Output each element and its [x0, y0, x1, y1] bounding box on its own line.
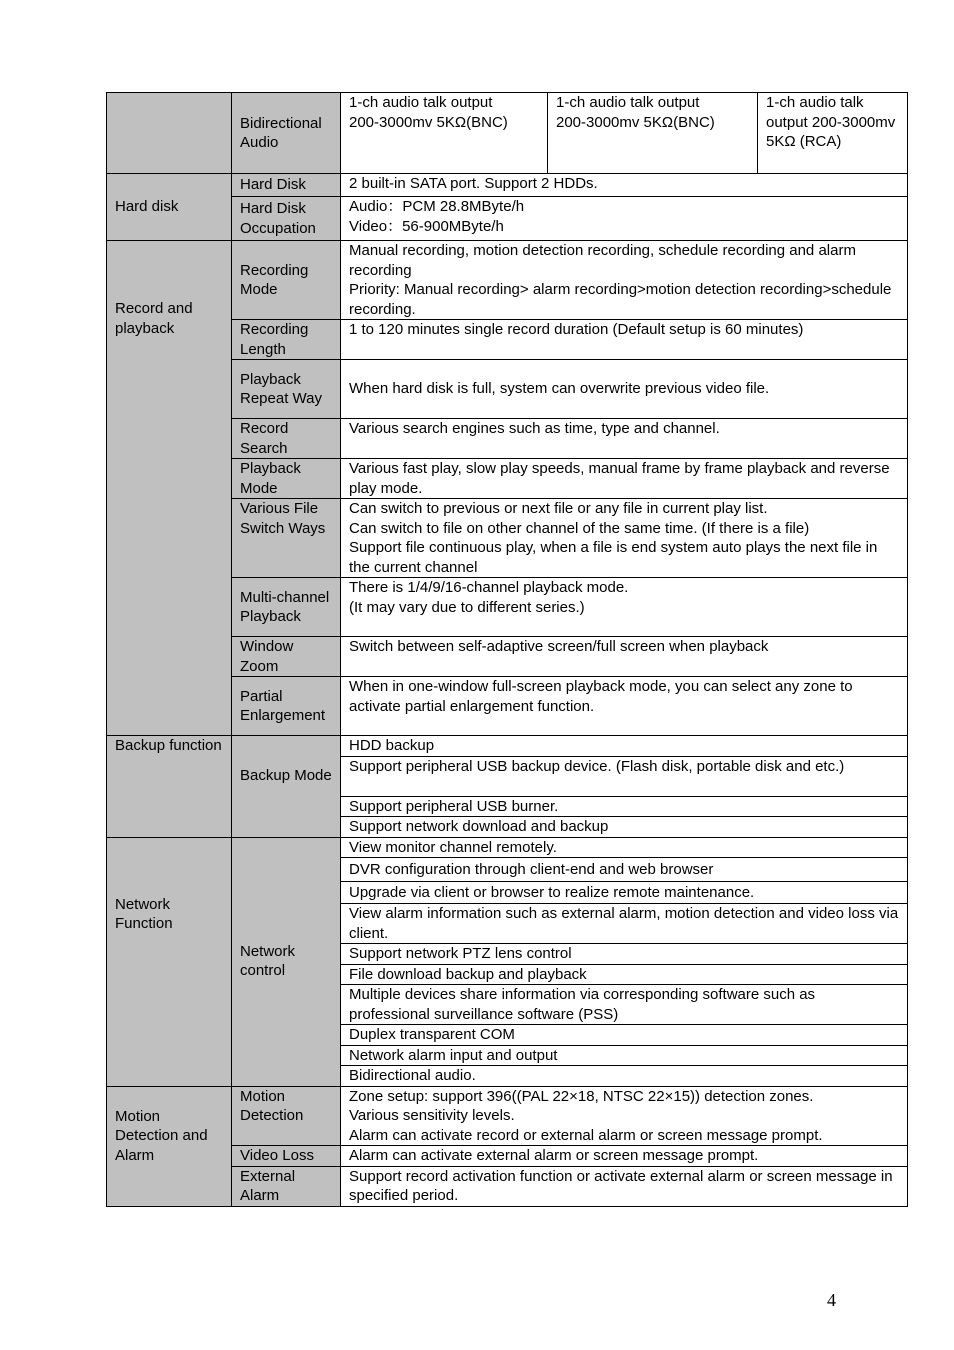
- value-cell: HDD backup: [341, 736, 908, 757]
- table-row: [107, 174, 908, 197]
- value-cell: Support network download and backup: [341, 817, 908, 838]
- value-cell: 1 to 120 minutes single record duration (Default setup is 60 minutes): [341, 320, 908, 360]
- category-cell: Motion Detection and Alarm: [107, 1086, 232, 1206]
- value-cell: Support peripheral USB burner.: [341, 796, 908, 817]
- category-cell: Network Function: [107, 837, 232, 1086]
- value-cell: Audio：PCM 28.8MByte/h Video：56-900MByte/h: [341, 197, 908, 241]
- subcategory-cell: Playback Mode: [232, 459, 341, 499]
- value-cell: There is 1/4/9/16-channel playback mode. (It may vary due to different series.): [341, 578, 908, 637]
- value-cell: When hard disk is full, system can overwrite previous video file.: [341, 360, 908, 419]
- table-row: [107, 736, 908, 757]
- category-cell: Record and playback: [107, 241, 232, 736]
- subcategory-cell: Playback Repeat Way: [232, 360, 341, 419]
- subcategory-cell: Window Zoom: [232, 637, 341, 677]
- value-cell: View monitor channel remotely.: [341, 837, 908, 858]
- subcategory-cell: Various File Switch Ways: [232, 499, 341, 578]
- value-cell: Various search engines such as time, type and channel.: [341, 419, 908, 459]
- value-cell: Multiple devices share information via corresponding software such as professional surveillance software (PSS): [341, 985, 908, 1025]
- value-cell: Upgrade via client or browser to realize remote maintenance.: [341, 882, 908, 904]
- subcategory-cell: Bidirectional Audio: [232, 93, 341, 174]
- value-cell: 1-ch audio talk output 200-3000mv 5KΩ(BNC): [341, 93, 548, 174]
- value-cell: Alarm can activate external alarm or screen message prompt.: [341, 1146, 908, 1167]
- subcategory-cell: Motion Detection: [232, 1086, 341, 1146]
- table-row: [107, 241, 908, 320]
- subcategory-cell: Network control: [232, 837, 341, 1086]
- category-blank-cell: [107, 93, 232, 174]
- subcategory-cell: Video Loss: [232, 1146, 341, 1167]
- value-cell: Duplex transparent COM: [341, 1025, 908, 1046]
- value-cell: 2 built-in SATA port. Support 2 HDDs.: [341, 174, 908, 197]
- value-cell: Manual recording, motion detection recording, schedule recording and alarm recording Priority: Manual recording> alarm recording>motion detection recording>schedule recording.: [341, 241, 908, 320]
- table-row: [107, 93, 908, 174]
- category-cell: Hard disk: [107, 174, 232, 241]
- subcategory-cell: Partial Enlargement: [232, 677, 341, 736]
- value-cell: Can switch to previous or next file or any file in current play list. Can switch to file on other channel of the same time. (If there is a file) Support file continuous play, when a file is end system auto plays the next file in the current channel: [341, 499, 908, 578]
- subcategory-cell: External Alarm: [232, 1166, 341, 1206]
- subcategory-cell: Multi-channel Playback: [232, 578, 341, 637]
- subcategory-cell: Hard Disk Occupation: [232, 197, 341, 241]
- value-cell: Support network PTZ lens control: [341, 944, 908, 965]
- table-row: [107, 837, 908, 858]
- category-cell: Backup function: [107, 736, 232, 838]
- subcategory-cell: Recording Length: [232, 320, 341, 360]
- value-cell: Switch between self-adaptive screen/full screen when playback: [341, 637, 908, 677]
- value-cell: Support record activation function or activate external alarm or screen message in specified period.: [341, 1166, 908, 1206]
- page-number: 4: [827, 1290, 836, 1310]
- subcategory-cell: Record Search: [232, 419, 341, 459]
- value-cell: View alarm information such as external alarm, motion detection and video loss via client.: [341, 904, 908, 944]
- subcategory-cell: Hard Disk: [232, 174, 341, 197]
- value-cell: Various fast play, slow play speeds, manual frame by frame playback and reverse play mode.: [341, 459, 908, 499]
- value-cell: File download backup and playback: [341, 964, 908, 985]
- subcategory-cell: Recording Mode: [232, 241, 341, 320]
- value-cell: Bidirectional audio.: [341, 1066, 908, 1087]
- value-cell: Network alarm input and output: [341, 1045, 908, 1066]
- value-cell: Support peripheral USB backup device. (Flash disk, portable disk and etc.): [341, 756, 908, 796]
- value-cell: DVR configuration through client-end and web browser: [341, 858, 908, 882]
- value-cell: 1-ch audio talk output 200-3000mv 5KΩ (RCA): [758, 93, 908, 174]
- value-cell: 1-ch audio talk output 200-3000mv 5KΩ(BNC): [548, 93, 758, 174]
- value-cell: Zone setup: support 396((PAL 22×18, NTSC 22×15)) detection zones. Various sensitivity levels. Alarm can activate record or external alarm or screen message prompt.: [341, 1086, 908, 1146]
- spec-table: [106, 92, 908, 1207]
- value-cell: When in one-window full-screen playback mode, you can select any zone to activate partial enlargement function.: [341, 677, 908, 736]
- subcategory-cell: Backup Mode: [232, 736, 341, 838]
- table-row: [107, 1086, 908, 1146]
